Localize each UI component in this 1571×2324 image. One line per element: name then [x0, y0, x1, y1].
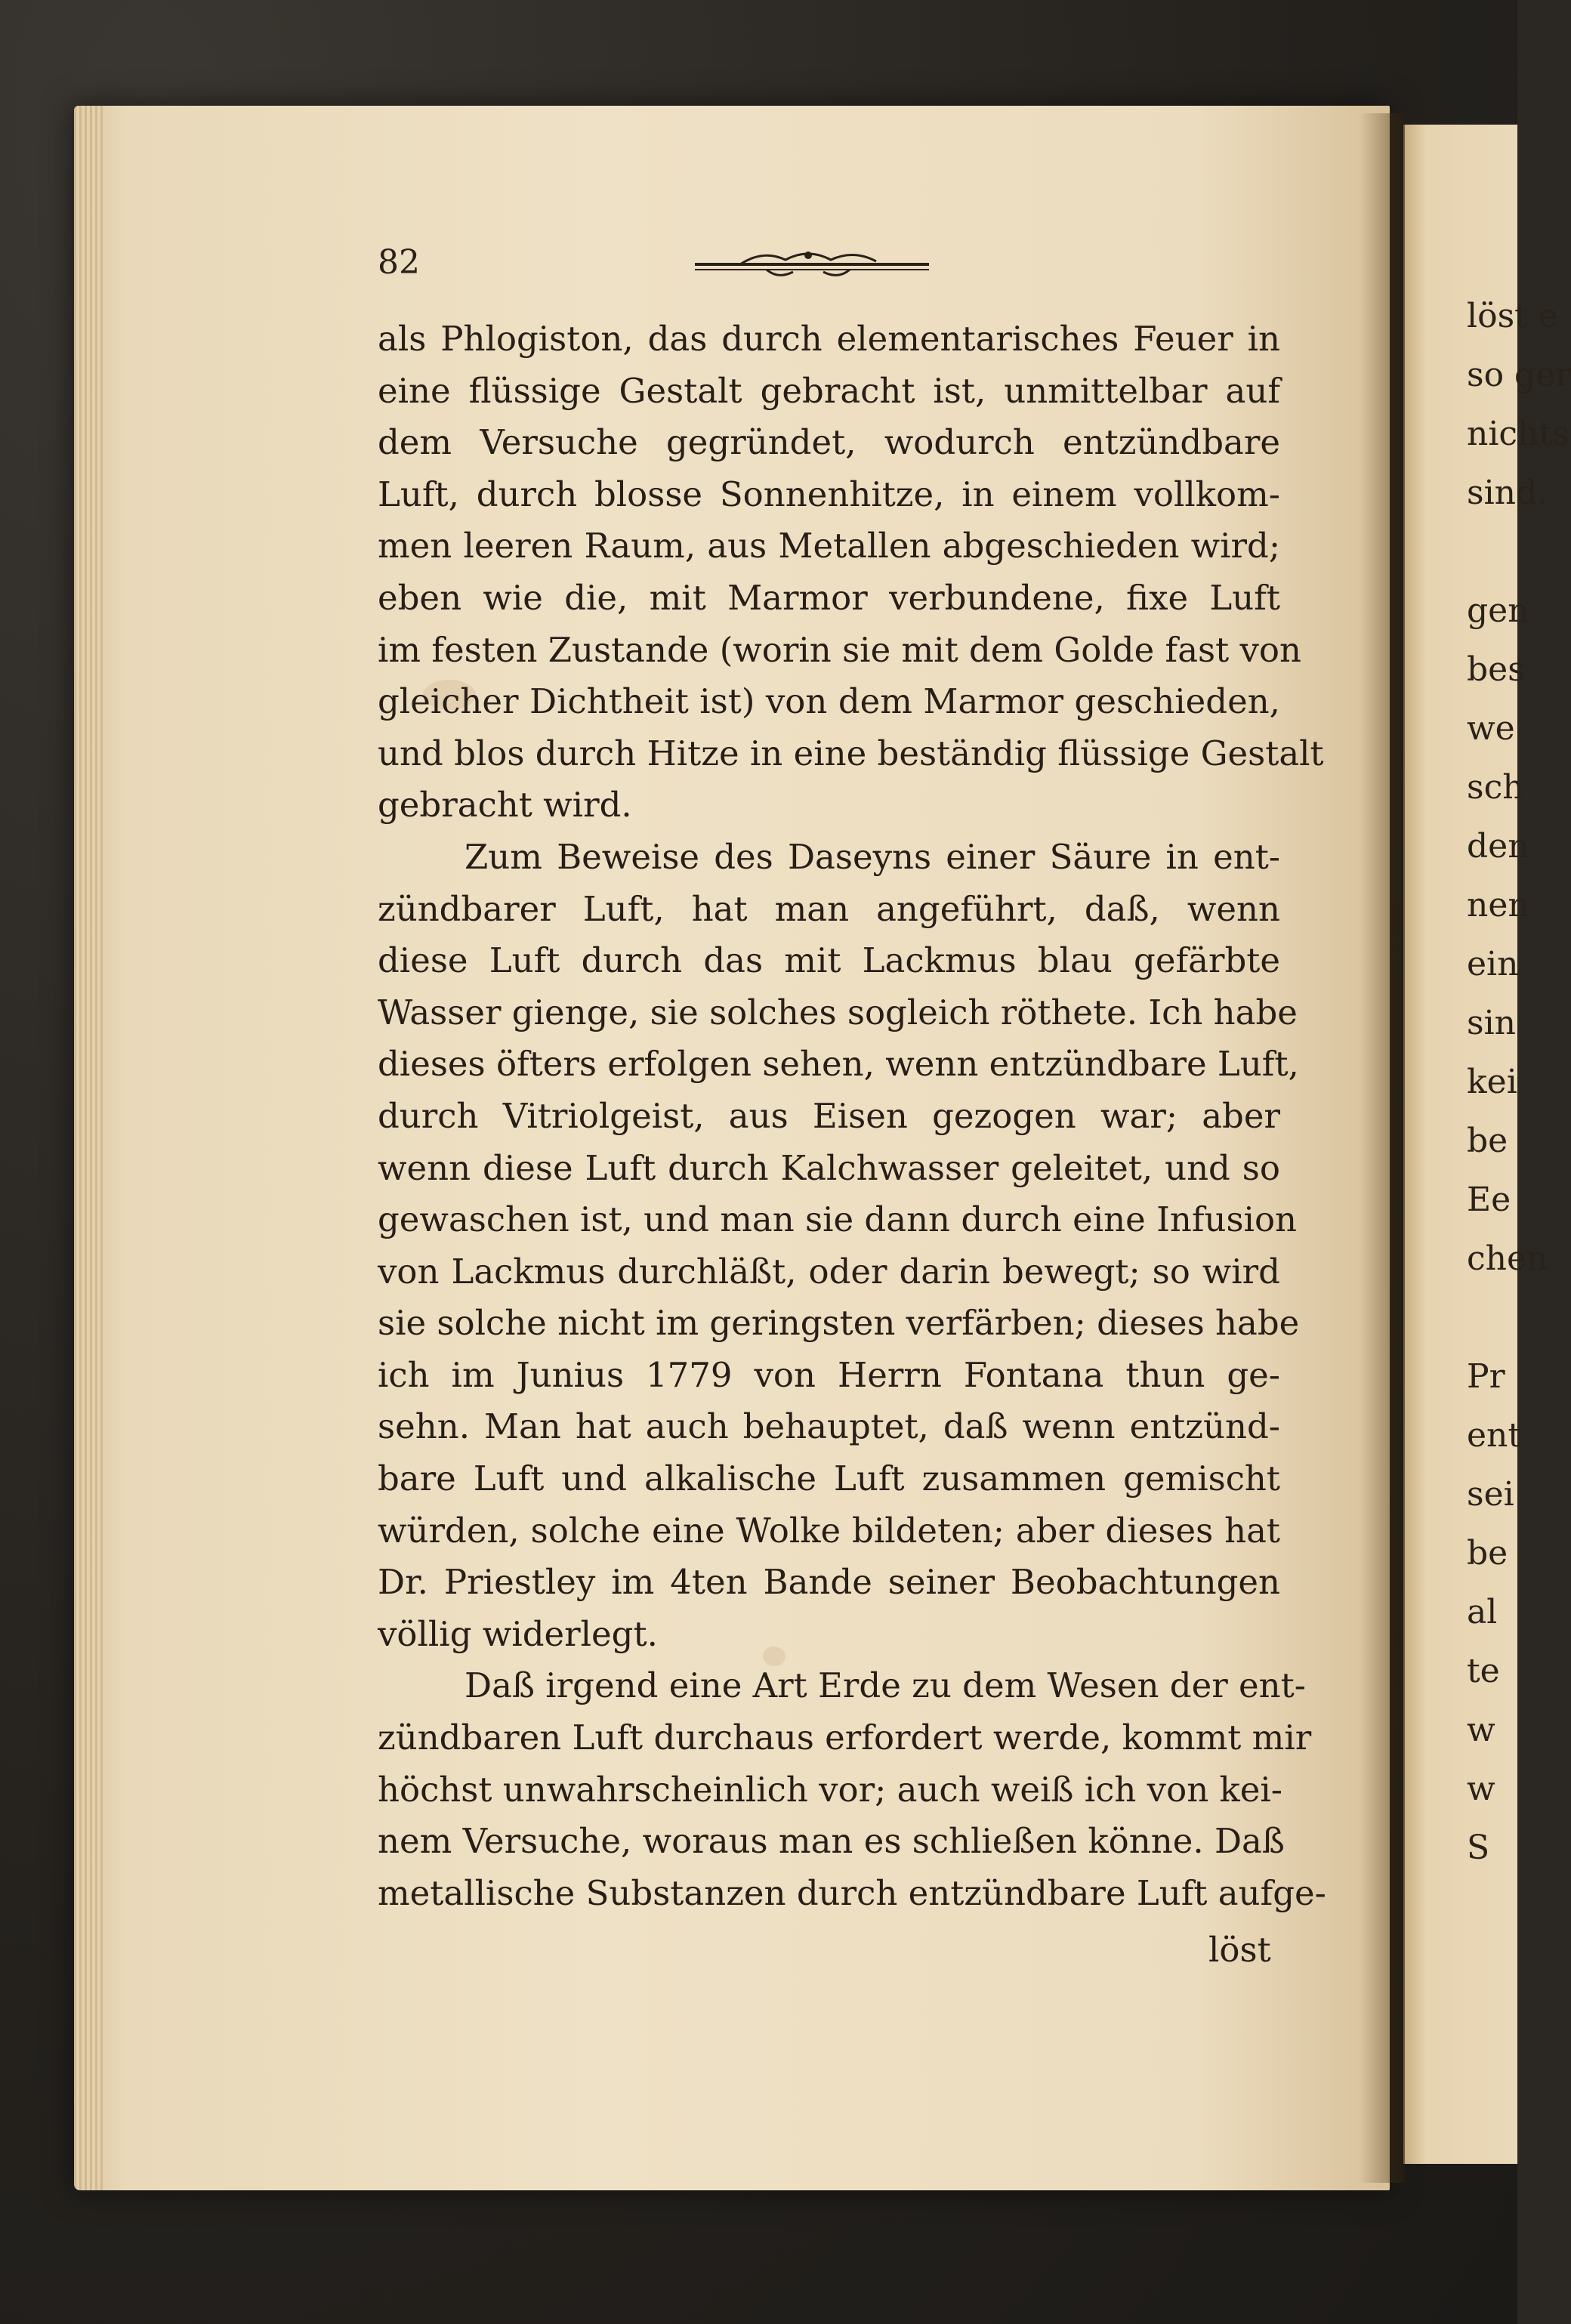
text-line: Wasser gienge, sie solches sogleich röthete. Ich habe	[378, 992, 1298, 1032]
text-line: gleicher Dichtheit ist) von dem Marmor geschieden,	[378, 681, 1280, 722]
facing-line: ent	[1467, 1416, 1522, 1455]
facing-line: sin	[1467, 1004, 1516, 1042]
text-line: im festen Zustande (worin sie mit dem Golde fast von	[378, 629, 1301, 670]
facing-line: be	[1467, 1122, 1508, 1160]
text-line: metallische Substanzen durch entzündbare Luft aufge-	[378, 1872, 1326, 1913]
text-line: eben wie die, mit Marmor verbundene, fixe Luft	[378, 577, 1280, 618]
facing-line: te	[1467, 1652, 1500, 1690]
text-line: men leeren Raum, aus Metallen abgeschieden wird;	[378, 526, 1280, 566]
facing-line: den	[1467, 827, 1529, 866]
text-line: und blos durch Hitze in eine beständig flüssige Gestalt	[378, 733, 1324, 773]
facing-line: Pr	[1467, 1357, 1505, 1396]
facing-page-text	[1467, 287, 1571, 1878]
text-line: Luft, durch blosse Sonnenhitze, in einem vollkom-	[378, 474, 1280, 514]
facing-line: gen	[1467, 591, 1529, 630]
text-line: sehn. Man hat auch behauptet, daß wenn entzünd-	[378, 1406, 1280, 1447]
facing-line	[1467, 523, 1517, 582]
text-line: wenn diese Luft durch Kalchwasser geleitet, und so	[378, 1147, 1280, 1188]
text-line: ich im Junius 1779 von Herrn Fontana thun ge-	[378, 1354, 1280, 1395]
text-line: von Lackmus durchläßt, oder darin bewegt; so wird	[378, 1251, 1280, 1292]
facing-line: w	[1467, 1711, 1495, 1749]
text-line: völlig widerlegt.	[378, 1613, 658, 1654]
text-line: gebracht wird.	[378, 785, 632, 826]
text-line: nem Versuche, woraus man es schließen könne. Daß	[378, 1821, 1285, 1862]
text-line: diese Luft durch das mit Lackmus blau gefärbte	[378, 940, 1280, 981]
text-line: bare Luft und alkalische Luft zusammen gemischt	[378, 1458, 1280, 1499]
facing-line: S	[1467, 1829, 1490, 1867]
text-line: Dr. Priestley im 4ten Bande seiner Beobachtungen	[378, 1562, 1280, 1603]
facing-line: we	[1467, 709, 1515, 748]
facing-line: al	[1467, 1593, 1498, 1631]
text-line: gewaschen ist, und man sie dann durch eine Infusion	[378, 1199, 1298, 1240]
facing-line: bes	[1467, 650, 1525, 689]
facing-line: sind.	[1467, 474, 1548, 512]
text-line: dieses öfters erfolgen sehen, wenn entzündbare Luft,	[378, 1044, 1299, 1085]
text-line: als Phlogiston, das durch elementarisches Feuer in	[378, 319, 1280, 359]
facing-line: Ee	[1467, 1181, 1511, 1219]
text-line: Daß irgend eine Art Erde zu dem Wesen der ent-	[465, 1665, 1306, 1706]
book-gutter	[1360, 113, 1405, 2183]
facing-line: ein	[1467, 945, 1519, 983]
text-line: Zum Beweise des Daseyns einer Säure in ent-	[465, 836, 1280, 877]
facing-line: be	[1467, 1534, 1508, 1572]
text-line: sie solche nicht im geringsten verfärben; dieses habe	[378, 1303, 1300, 1344]
page-edges	[74, 106, 104, 2190]
text-line: zündbarer Luft, hat man angeführt, daß, wenn	[378, 888, 1280, 929]
page-number: 82	[378, 243, 420, 282]
facing-line	[1467, 1289, 1517, 1347]
facing-line: löst e	[1467, 297, 1558, 335]
text-line: höchst unwahrscheinlich vor; auch weiß ich von kei-	[378, 1769, 1282, 1810]
text-line: dem Versuche gegründet, wodurch entzündbare	[378, 422, 1280, 463]
text-line: würden, solche eine Wolke bildeten; aber dieses hat	[378, 1510, 1280, 1551]
body-text	[378, 313, 1326, 1919]
facing-line: w	[1467, 1770, 1495, 1808]
text-line: zündbaren Luft durchaus erfordert werde, kommt mir	[378, 1718, 1312, 1758]
facing-line: nichts	[1467, 415, 1569, 453]
facing-line: sch	[1467, 768, 1524, 807]
text-line: eine flüssige Gestalt gebracht ist, unmittelbar auf	[378, 370, 1280, 411]
facing-line: kei	[1467, 1063, 1517, 1101]
facing-line: sei	[1467, 1475, 1514, 1514]
facing-line: nen	[1467, 886, 1529, 924]
catchword: löst	[1208, 1930, 1271, 1970]
facing-line: so ger	[1467, 356, 1571, 394]
text-line: durch Vitriolgeist, aus Eisen gezogen war; aber	[378, 1095, 1280, 1136]
facing-line: chen	[1467, 1239, 1548, 1278]
header-ornament-icon	[695, 243, 929, 281]
